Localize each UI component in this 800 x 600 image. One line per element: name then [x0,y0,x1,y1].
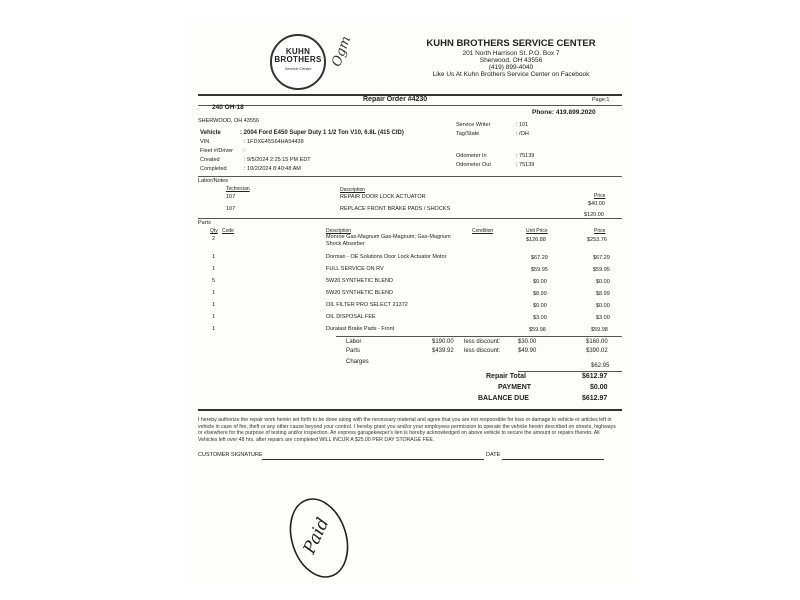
paid-handwriting: Paid [299,514,334,558]
part-unit-price: $3.00 [533,315,547,321]
odo-out-label: Odometer Out [456,162,491,168]
odo-in-label: Odometer In [456,153,487,159]
vehicle-label: Vehicle [200,130,221,136]
parts-col-desc: Description [326,228,352,234]
summary-labor-discount-label: less discount: [464,339,501,345]
part-price: $59.95 [593,267,610,273]
part-price: $0.00 [596,303,610,309]
tag-label: Tag/State [456,131,480,137]
part-price: $59.98 [591,327,608,333]
summary-labor-label: Labor [346,339,362,345]
handwritten-note: Ogm [329,34,355,69]
part-price: $0.00 [596,279,610,285]
tag-value: : /OH [516,131,529,137]
part-unit-price: $67.29 [531,255,548,261]
parts-col-unit-price: Unit Price [526,228,548,234]
part-qty: 1 [212,314,216,320]
summary-parts-total: $390.02 [586,348,608,354]
labor-row-tech: 107 [226,194,236,200]
labor-rule [198,176,622,177]
summary-labor-total: $160.00 [586,339,608,345]
part-qty: 2 [212,236,216,242]
labor-col-price: Price [594,193,606,199]
completed-value: : 10/2/2024 8:40:48 AM [244,166,301,172]
part-price: $67.29 [593,255,610,261]
part-unit-price: $59.98 [529,327,546,333]
odo-in-value: : 75139 [516,153,535,159]
writer-label: Service Writer [456,122,491,128]
vehicle-value: : 2004 Ford E450 Super Duty 1 1/2 Ton V10, 6.8L (415 CID) [240,130,404,136]
date-label: DATE [486,452,501,458]
page-number: Page:1 [592,97,610,103]
order-title: Repair Order #4230 [363,96,428,103]
summary-rule [336,336,622,337]
payment-value: $0.00 [590,384,608,391]
completed-label: Completed [200,166,227,172]
part-unit-price: $8.99 [533,291,547,297]
labor-row-tech: 107 [226,206,236,212]
labor-row-price: $120.00 [584,212,604,218]
customer-line1: 240 OH-18 [212,104,244,111]
labor-row-desc: REPLACE FRONT BRAKE PADS / SHOCKS [340,206,451,212]
summary-parts-discount: $49.90 [518,348,537,354]
customer-signature-line [262,459,484,460]
labor-section-label: Labor/Notes [198,178,228,184]
part-unit-price: $0.00 [533,279,547,285]
part-unit-price: $59.95 [531,267,548,273]
repair-total-value: $612.97 [582,373,608,380]
odo-out-value: : 75139 [516,162,535,168]
labor-row-price: $40.00 [588,201,605,207]
created-label: Created [200,157,220,163]
shop-name: KUHN BROTHERS SERVICE CENTER [426,38,596,49]
balance-due-label: BALANCE DUE [478,395,529,402]
labor-col-desc: Description [340,187,366,193]
shop-facebook: Like Us At Kuhn Brothers Service Center on Facebook [432,71,590,78]
bottom-rule [198,409,622,411]
balance-due-value: $612.97 [582,395,608,402]
shop-header [406,38,616,78]
parts-col-condition: Condition [472,228,494,234]
logo-line3: Service Center [284,66,312,71]
repair-order-document [188,22,632,582]
logo-line2: BROTHERS [274,55,322,64]
labor-row-desc: REPAIR DOOR LOCK ACTUATOR [340,194,426,200]
total-rule [518,371,622,372]
summary-parts-amount: $439.92 [432,348,454,354]
shop-address1: 201 North Harrison St. P.O. Box 7 [462,50,560,57]
summary-charges-label: Charges [346,359,369,365]
customer-phone: Phone: 419.899.2020 [532,109,596,116]
part-price: $8.99 [596,291,610,297]
summary-parts-discount-label: less discount: [464,348,501,354]
shop-logo [270,34,326,90]
date-line [502,459,604,460]
part-desc: Duralast Brake Pads - Front [326,326,395,332]
created-value: : 9/5/2024 2:25:15 PM EDT [244,157,311,163]
part-qty: 1 [212,302,216,308]
part-qty: 1 [212,290,216,296]
part-qty: 1 [212,266,216,272]
part-qty: 1 [212,326,216,332]
shop-address2: Sherwood, OH 43556 [479,57,543,64]
part-qty: 1 [212,254,216,260]
part-desc: 5W20 SYNTHETIC BLEND [326,278,393,284]
vin-label: VIN [200,139,210,145]
part-desc: OIL FILTER PRO SELECT 21372 [326,302,408,308]
repair-total-label: Repair Total [486,373,526,380]
fleet-value: : [244,148,246,154]
shop-phone: (419) 899-4040 [488,64,534,71]
part-price: $3.00 [596,315,610,321]
parts-col-code: Code [222,228,234,234]
customer-signature-label: CUSTOMER SIGNATURE [198,452,263,458]
parts-col-price: Price [594,228,606,234]
summary-charges-total: $62.95 [591,363,610,369]
writer-value: : 101 [516,122,529,128]
part-qty: 5 [212,278,216,284]
part-desc: FULL SERVICE ON RV [326,266,384,272]
authorization-disclaimer: I hereby authorize the repair work herein set forth to be done along with the necessary material and agree that you are not responsible for loss or damage to vehicle or articles left in vehicle in case of fire, theft or any other cause beyond your control. I hereby grant you and/or your employees permission to operate the vehicle herein described on streets, highways or elsewhere for the purpose of testing and/or inspection. An express garagekeeper's lien is hereby acknowledged on above vehicle to secure the amount or repairs thereto. All Vehicles left over 48 hrs. after repairs are completed WILL INCUR A $25.00 PER DAY STORAGE FEE. [198,417,616,443]
part-desc: OIL DISPOSAL FEE [326,314,376,320]
parts-rule [198,218,622,219]
parts-col-qty: Qty [210,228,218,234]
part-desc2: Shock Absorber [326,241,365,247]
fleet-label: Fleet #/Driver [200,148,234,154]
payment-label: PAYMENT [498,384,532,391]
summary-labor-discount: $30.00 [518,339,537,345]
part-unit-price: $126.88 [526,237,546,243]
summary-labor-amount: $190.00 [432,339,454,345]
parts-section-label: Parts [198,220,211,226]
part-desc: Dorman - OE Solutions Door Lock Actuator Motor [326,254,447,260]
title-rule-bottom [198,105,622,106]
logo-line1: KUHN [285,47,311,56]
part-unit-price: $0.00 [533,303,547,309]
part-desc: Monroe Gas-Magnum Gas-Magnum; Gas-Magnum [326,234,451,240]
part-desc: 5W20 SYNTHETIC BLEND [326,290,393,296]
labor-col-tech: Technician [226,186,250,192]
part-price: $253.76 [587,237,607,243]
summary-parts-label: Parts [346,348,361,354]
customer-line2: SHERWOOD, OH 43556 [198,118,260,124]
vin-value: : 1FDXE45S64HA54438 [244,139,304,145]
